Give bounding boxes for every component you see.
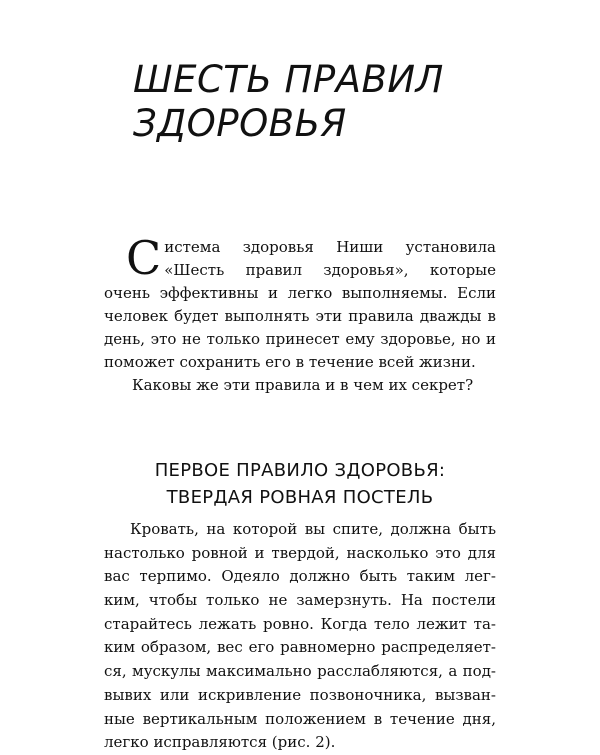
- body-line: легко исправляются (рис. 2).: [104, 733, 336, 752]
- intro-paragraph-1-text: истема здоровья Ниши установила «Шесть правил здоровья», которые очень эффективны и легко выполняемы. Если человек будет выполнять эти правила дважды в день, это не только принесет ему здоровье, но и поможет сохранить его в течение всей жизни.: [104, 238, 496, 371]
- body-line: Кровать, на которой вы спите, должна быть: [130, 520, 496, 538]
- body-line: вас терпимо. Одеяло должно быть таким лег-: [104, 567, 496, 586]
- body-line: настолько ровной и твердой, насколько это для: [104, 543, 496, 562]
- body-line: ким образом, вес его равномерно распределяет-: [104, 638, 496, 657]
- chapter-title: [133, 58, 533, 146]
- body-line: ные вертикальным положением в течение дня,: [104, 709, 496, 728]
- section-title: [100, 457, 500, 511]
- body-line: ся, мускулы максимально расслабляются, а под-: [104, 662, 496, 681]
- body-line: ким, чтобы только не замерзнуть. На постели: [104, 591, 496, 610]
- section-title-line-2: ТВЕРДАЯ РОВНАЯ ПОСТЕЛЬ: [166, 487, 434, 508]
- chapter-title-line-1: ШЕСТЬ ПРАВИЛ: [133, 58, 444, 101]
- body-line: вывих или искривление позвоночника, вызван-: [104, 685, 496, 704]
- section-body-text: [104, 518, 496, 755]
- chapter-title-line-2: ЗДОРОВЬЯ: [133, 102, 347, 145]
- section-title-line-1: ПЕРВОЕ ПРАВИЛО ЗДОРОВЬЯ:: [154, 460, 446, 481]
- intro-paragraph-2: Каковы же эти правила и в чем их секрет?: [132, 376, 474, 394]
- drop-cap: С: [126, 231, 162, 285]
- intro-paragraph-1: [104, 231, 496, 374]
- intro-text: [104, 231, 496, 397]
- body-line: старайтесь лежать ровно. Когда тело лежит та-: [104, 614, 496, 633]
